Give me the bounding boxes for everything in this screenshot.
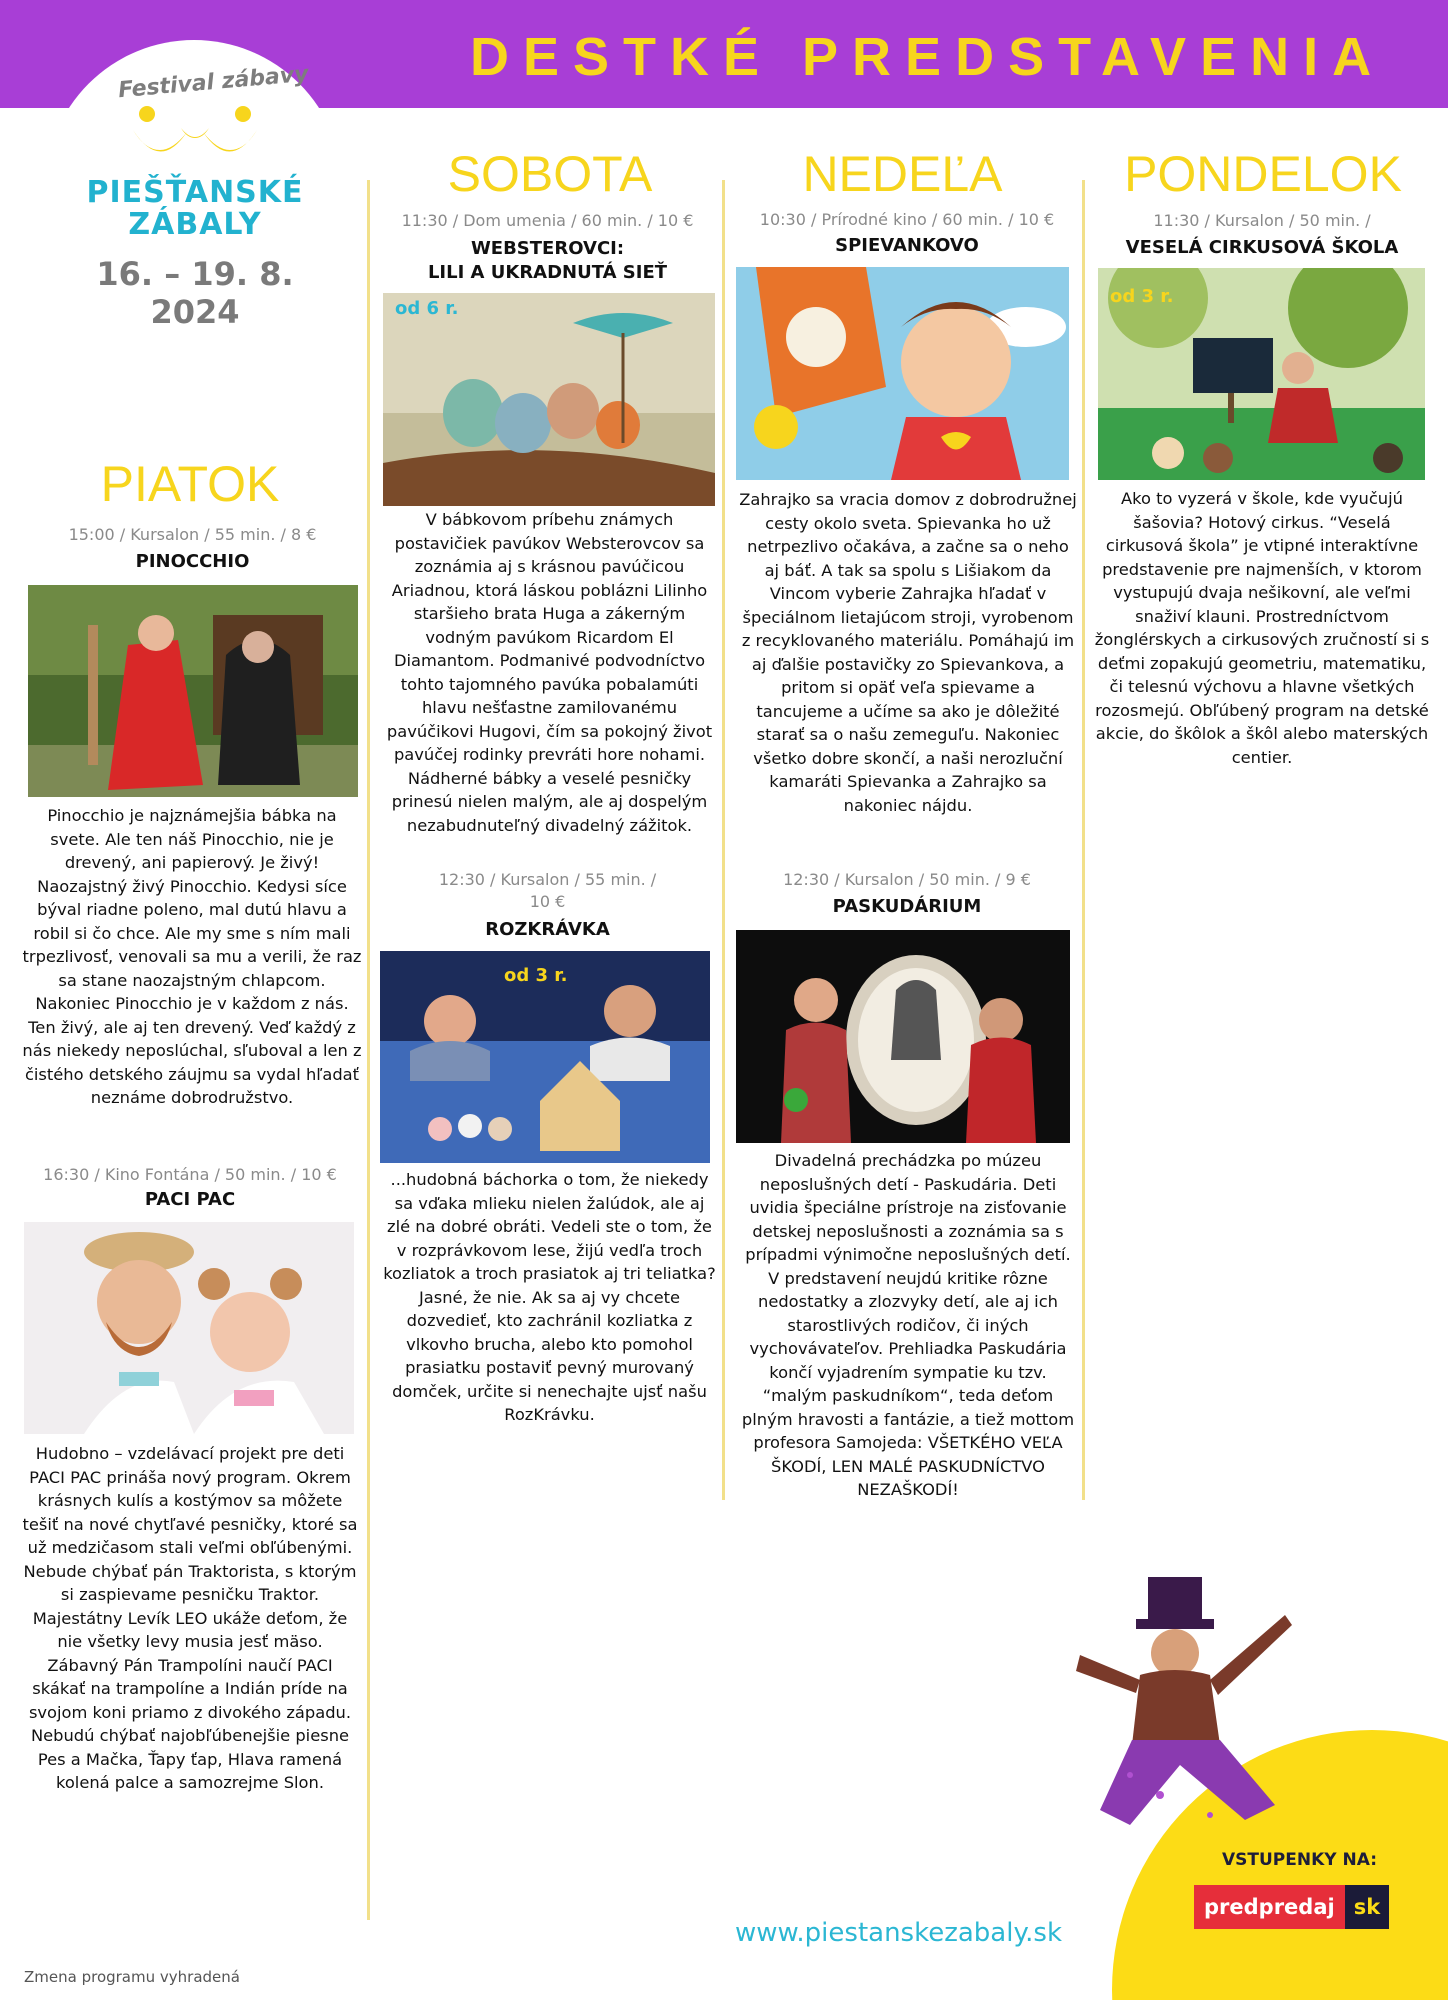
show-meta-line1: 12:30 / Kursalon / 55 min. / bbox=[438, 870, 657, 889]
show-meta-line2: 10 € bbox=[529, 892, 566, 911]
show-title: ROZKRÁVKA bbox=[485, 919, 610, 940]
day-heading-monday: PONDELOK bbox=[1124, 146, 1402, 202]
spievankovo-photo bbox=[736, 267, 1069, 480]
show-meta: 16:30 / Kino Fontána / 50 min. / 10 € bbox=[43, 1165, 337, 1184]
tickets-link[interactable] bbox=[1194, 1885, 1396, 1929]
column-divider bbox=[722, 180, 725, 1500]
logo-festival-text: Festival zábavy bbox=[117, 61, 310, 104]
rozkravka-photo bbox=[380, 951, 710, 1163]
show-description: Divadelná prechádzka po múzeu neposlušných detí - Paskudária. Deti uvidia špeciálne prístroje na zisťovanie detskej neposlušnosti a zoznámia sa s prípadmi výnimočne neposlušných detí. V predstavení neujdú kritike rôzne nedostatky a zlozvyky detí, ale aj ich starostlivých rodičov, či iných vychovávateľov. Prehliadka Paskudária končí vyjadrením sympatie ku tzv. “malým paskudníkom“, teda deťom plným hravosti a fantázie, a tiež mottom profesora Samojeda: VŠETKÉHO VEĽA ŠKODÍ, LEN MALÉ PASKUDNÍCTVO NEZAŠKODÍ! bbox=[741, 1151, 1075, 1499]
show-description: V bábkovom príbehu známych postavičiek pavúkov Websterovcov sa zoznámia aj s krásnou pavúčicou Ariadnou, ktorá láskou poblázni Lilinho staršieho brata Huga a zákerným vodným pavúkom Ricardom El Diamantom. Podmanivé podvodníctvo tohto tajomného pavúka pobalamúti hlavu nešťastne zamilovanému pavúčikovi Hugovi, čím sa pokojný život pavúčej rodinky prevráti hore nohami. Nádherné bábky a veselé pesničky prinesú nielen malým, ale aj dospelým nezabudnuteľný divadelný zážitok. bbox=[386, 510, 713, 835]
show-title: SPIEVANKOVO bbox=[835, 235, 979, 256]
paskudarium-photo bbox=[736, 930, 1070, 1143]
paci-pac-photo bbox=[24, 1222, 354, 1434]
show-description: Hudobno – vzdelávací projekt pre deti PACI PAC prináša nový program. Okrem krásnych kulís a kostýmov sa môžete tešiť na nové chytľavé pesničky, ktoré sa už medzičasom stali veľmi obľúbenými. Nebude chýbať pán Traktorista, s ktorým si zaspievame pesničku Traktor. Majestátny Levík LEO ukáže deťom, že nie všetky levy musia jesť mäso. Zábavný Pán Trampolíni naučí PACI skákať na trampolíne a Indián príde na svojom koni priamo z divokého západu. Nebudú chýbať najobľúbenejšie piesne Pes a Mačka, Ťapy ťap, Hlava ramená kolená palce a samozrejme Slon. bbox=[22, 1444, 358, 1792]
age-badge: od 6 r. bbox=[395, 298, 459, 319]
tickets-domain: sk bbox=[1345, 1885, 1389, 1929]
show-meta: 12:30 / Kursalon / 50 min. / 9 € bbox=[783, 870, 1031, 889]
show-meta: 11:30 / Dom umenia / 60 min. / 10 € bbox=[401, 211, 694, 230]
cirkus-photo bbox=[1098, 268, 1425, 480]
website-link[interactable]: www.piestanskezabaly.sk bbox=[735, 1918, 1063, 1948]
show-title-line1: WEBSTEROVCI: bbox=[470, 238, 625, 259]
pinocchio-photo bbox=[28, 585, 358, 797]
websterovci-photo bbox=[383, 293, 715, 506]
logo-name-line1: PIEŠŤANSKÉ bbox=[86, 175, 304, 210]
tickets-brand: predpredaj bbox=[1194, 1885, 1345, 1929]
age-badge: od 3 r. bbox=[1110, 286, 1174, 307]
column-divider bbox=[1082, 180, 1085, 1500]
show-meta: 11:30 / Kursalon / 50 min. / bbox=[1153, 211, 1371, 230]
show-description: Pinocchio je najznámejšia bábka na svete. Ale ten náš Pinocchio, nie je drevený, ani papierový. Je živý! Naozajstný živý Pinocchio. Kedysi síce býval riadne poleno, mal dutú hlavu a robil si čo chce. Ale my sme s ním mali trpezlivosť, venovali sa mu a verili, že raz sa stane naozajstným chlapcom. Nakoniec Pinocchio je v každom z nás. Ten živý, ale aj ten drevený. Veď každý z nás niekedy neposlúchal, sľuboval a len z čistého detského záujmu sa vydal hľadať neznáme dobrodružstvo. bbox=[22, 806, 362, 1107]
show-title bbox=[380, 237, 715, 285]
tickets-label: VSTUPENKY NA: bbox=[1222, 1850, 1378, 1870]
show-title: VESELÁ CIRKUSOVÁ ŠKOLA bbox=[1125, 237, 1399, 258]
logo-name-line2: ZÁBALY bbox=[128, 207, 262, 242]
day-heading-friday: PIATOK bbox=[100, 456, 280, 512]
show-title: PASKUDÁRIUM bbox=[832, 896, 982, 917]
page-title: DESTKÉ PREDSTAVENIA bbox=[470, 27, 1386, 87]
day-heading-saturday: SOBOTA bbox=[447, 146, 653, 202]
day-heading-sunday: NEDEĽA bbox=[802, 146, 1003, 202]
show-description: Zahrajko sa vracia domov z dobrodružnej cesty okolo sveta. Spievanka ho už netrpezlivo očakáva, a začne sa o neho aj báť. A tak sa spolu s Lišiakom da Vincom vyberie Zahrajka hľadať v špeciálnom lietajúcom stroji, vyrobenom z recyklovaného materiálu. Pomáhajú im aj ďalšie postavičky zo Spievankova, a pritom si opäť veľa spievame a tancujeme a učíme sa ako je dôležité starať sa o našu zemeguľu. Nakoniec všetko dobre skončí, a naši nerozluční kamaráti Spievanka a Zahrajko sa nakoniec nájdu. bbox=[739, 490, 1077, 815]
festival-dates bbox=[90, 255, 300, 331]
show-title: PACI PAC bbox=[144, 1189, 236, 1210]
smile-logo-icon bbox=[125, 100, 265, 170]
column-divider bbox=[367, 180, 370, 1920]
websterovci-illustration bbox=[383, 293, 715, 506]
show-meta: 10:30 / Prírodné kino / 60 min. / 10 € bbox=[759, 210, 1055, 229]
show-description: ...hudobná báchorka o tom, že niekedy sa vďaka mlieku nielen žalúdok, ale aj zlé na dobré obráti. Vedeli ste o tom, že v rozprávkovom lese, žijú vedľa troch kozliatok a troch prasiatok aj tri teliatka? Jasné, že nie. Ak sa aj vy chcete dozvedieť, kto zachránil kozliatka z vlkovho brucha, alebo kto pomohol prasiatku postaviť pevný murovaný domček, určite si nenechajte ujsť našu RozKrávku. bbox=[383, 1170, 716, 1424]
performer-illustration bbox=[1070, 1575, 1300, 1835]
disclaimer-text: Zmena programu vyhradená bbox=[24, 1968, 240, 1986]
show-description: Ako to vyzerá v škole, kde vyučujú šašovia? Hotový cirkus. “Veselá cirkusová škola” je vtipné interaktívne predstavenie pre najmenších, v ktorom vystupujú dvaja nešikovní, ale veľmi snaživí klauni. Prostredníctvom žonglérskych a cirkusových zručností si s deťmi zopakujú geometriu, matematiku, či telesnú výchovu a hlavne všetkých rozosmejú. Obľúbený program na detské akcie, do škôlok a škôl alebo materských centier. bbox=[1094, 489, 1430, 767]
show-meta: 15:00 / Kursalon / 55 min. / 8 € bbox=[68, 525, 317, 544]
show-title-line2: LILI A UKRADNUTÁ SIEŤ bbox=[427, 262, 668, 283]
show-title: PINOCCHIO bbox=[135, 551, 250, 572]
show-meta bbox=[380, 869, 715, 913]
age-badge: od 3 r. bbox=[504, 965, 568, 986]
festival-dates-line1: 16. – 19. 8. bbox=[96, 255, 294, 293]
festival-dates-line2: 2024 bbox=[150, 293, 240, 331]
